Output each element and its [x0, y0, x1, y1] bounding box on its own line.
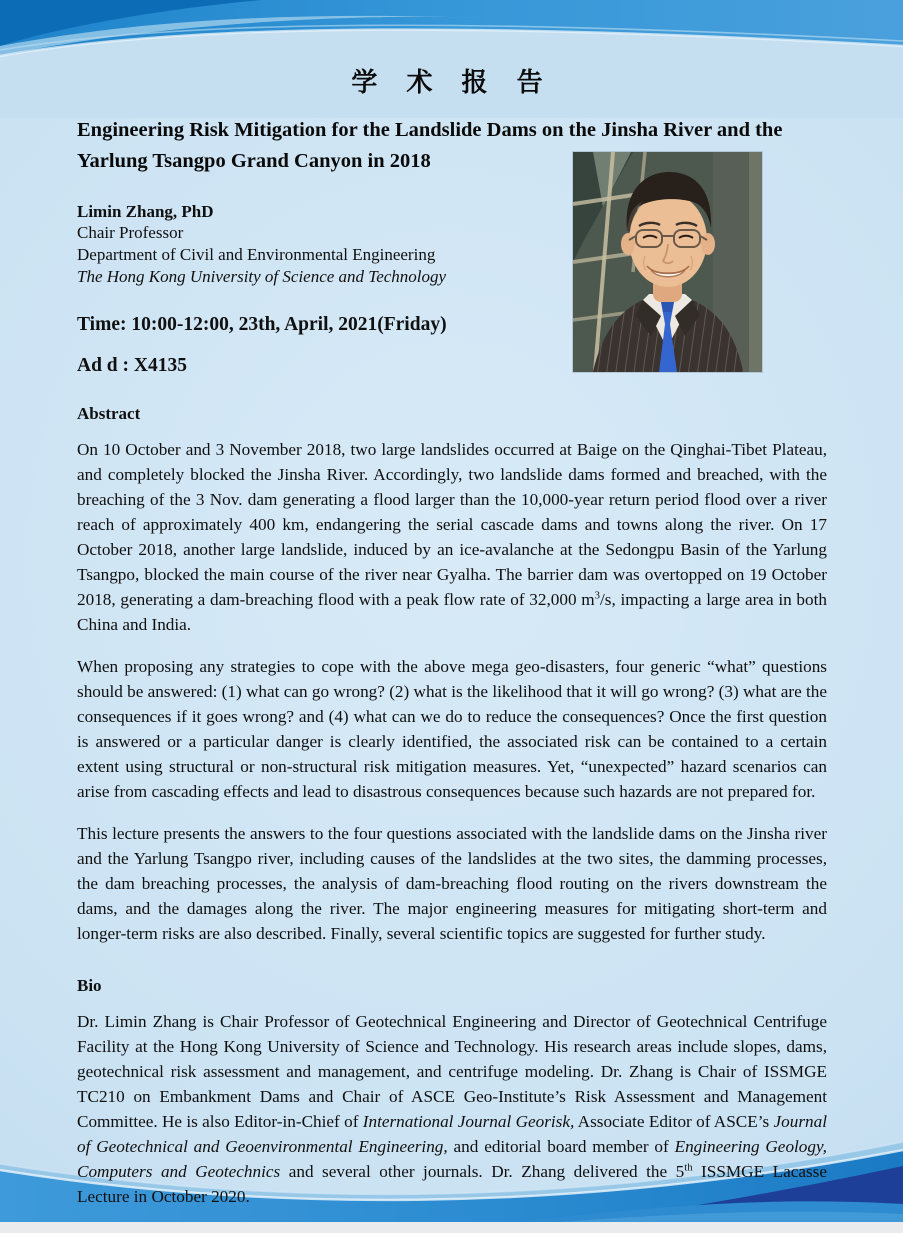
document-content	[77, 58, 827, 1226]
speaker-name: Limin Zhang, PhD	[77, 201, 214, 221]
event-address: Ad d : X4135	[77, 354, 187, 376]
speaker-university: The Hong Kong University of Science and Technology	[77, 266, 447, 286]
event-time: Time: 10:00-12:00, 23th, April, 2021(Friday)	[77, 313, 447, 335]
abstract-paragraph-2: When proposing any strategies to cope with the above mega geo-disasters, four generic “what” questions should be answered: (1) what can go wrong? (2) what is the likelihood that it will go wrong? (3) what are the consequences if it goes wrong? and (4) what can we do to reduce the consequences? Once the first question is answered or a particular danger is clearly identified, the associated risk can be contained to a certain extent using structural or non-structural risk mitigation measures. Yet, “unexpected” hazard scenarios can arise from cascading effects and lead to disastrous consequences because such hazards are not prepared for.	[77, 656, 827, 801]
lecture-title: Engineering Risk Mitigation for the Landslide Dams on the Jinsha River and the Yarlung Tsangpo Grand Canyon in 2018	[77, 119, 783, 172]
speaker-department: Department of Civil and Environmental Engineering	[77, 245, 436, 264]
bio-paragraph: Dr. Limin Zhang is Chair Professor of Geotechnical Engineering and Director of Geotechnical Centrifuge Facility at the Hong Kong University of Science and Technology. His research areas include slopes, dams, geotechnical risk assessment and management, and centrifuge modeling. Dr. Zhang is Chair of ISSMGE TC210 on Embankment Dams and Chair of ASCE Geo-Institute’s Risk Assessment and Management Committee. He is also Editor-in-Chief of International Journal Georisk, Associate Editor of ASCE’s Journal of Geotechnical and Geoenvironmental Engineering, and editorial board member of Engineering Geology, Computers and Geotechnics and several other journals. Dr. Zhang delivered the 5th ISSMGE Lacasse Lecture in October 2020.	[77, 1012, 827, 1207]
abstract-paragraph-3: This lecture presents the answers to the four questions associated with the landslide dams on the Jinsha river and the Yarlung Tsangpo river, including causes of the landslides at the two sites, the damming processes, the dam breaching processes, the analysis of dam-breaching flood routing on the rivers downstream the dams, and the damages along the river. The major engineering measures for mitigating short-term and longer-term risks are also described. Finally, several scientific topics are suggested for further study.	[77, 824, 827, 944]
speaker-block	[77, 201, 557, 288]
page-title-chinese: 学 术 报 告	[351, 68, 553, 98]
bio-heading: Bio	[77, 976, 102, 996]
abstract-paragraph-1: On 10 October and 3 November 2018, two large landslides occurred at Baige on the Qinghai-Tibet Plateau, and completely blocked the Jinsha River. Accordingly, two landslide dams formed and breached, with the breaching of the 3 Nov. dam generating a flood larger than the 10,000-year return period flood over a river reach of approximately 400 km, endangering the serial cascade dams and towns along the river. On 17 October 2018, another large landslide, induced by an ice-avalanche at the Sedongpu Basin of the Yarlung Tsangpo, blocked the main course of the river near Gyalha. The barrier dam was overtopped on 19 October 2018, generating a dam-breaching flood with a peak flow rate of 32,000 $m^3/s$, impacting a large area in both China and India.	[77, 439, 827, 634]
abstract-heading: Abstract	[77, 403, 141, 423]
speaker-position: Chair Professor	[77, 223, 184, 243]
